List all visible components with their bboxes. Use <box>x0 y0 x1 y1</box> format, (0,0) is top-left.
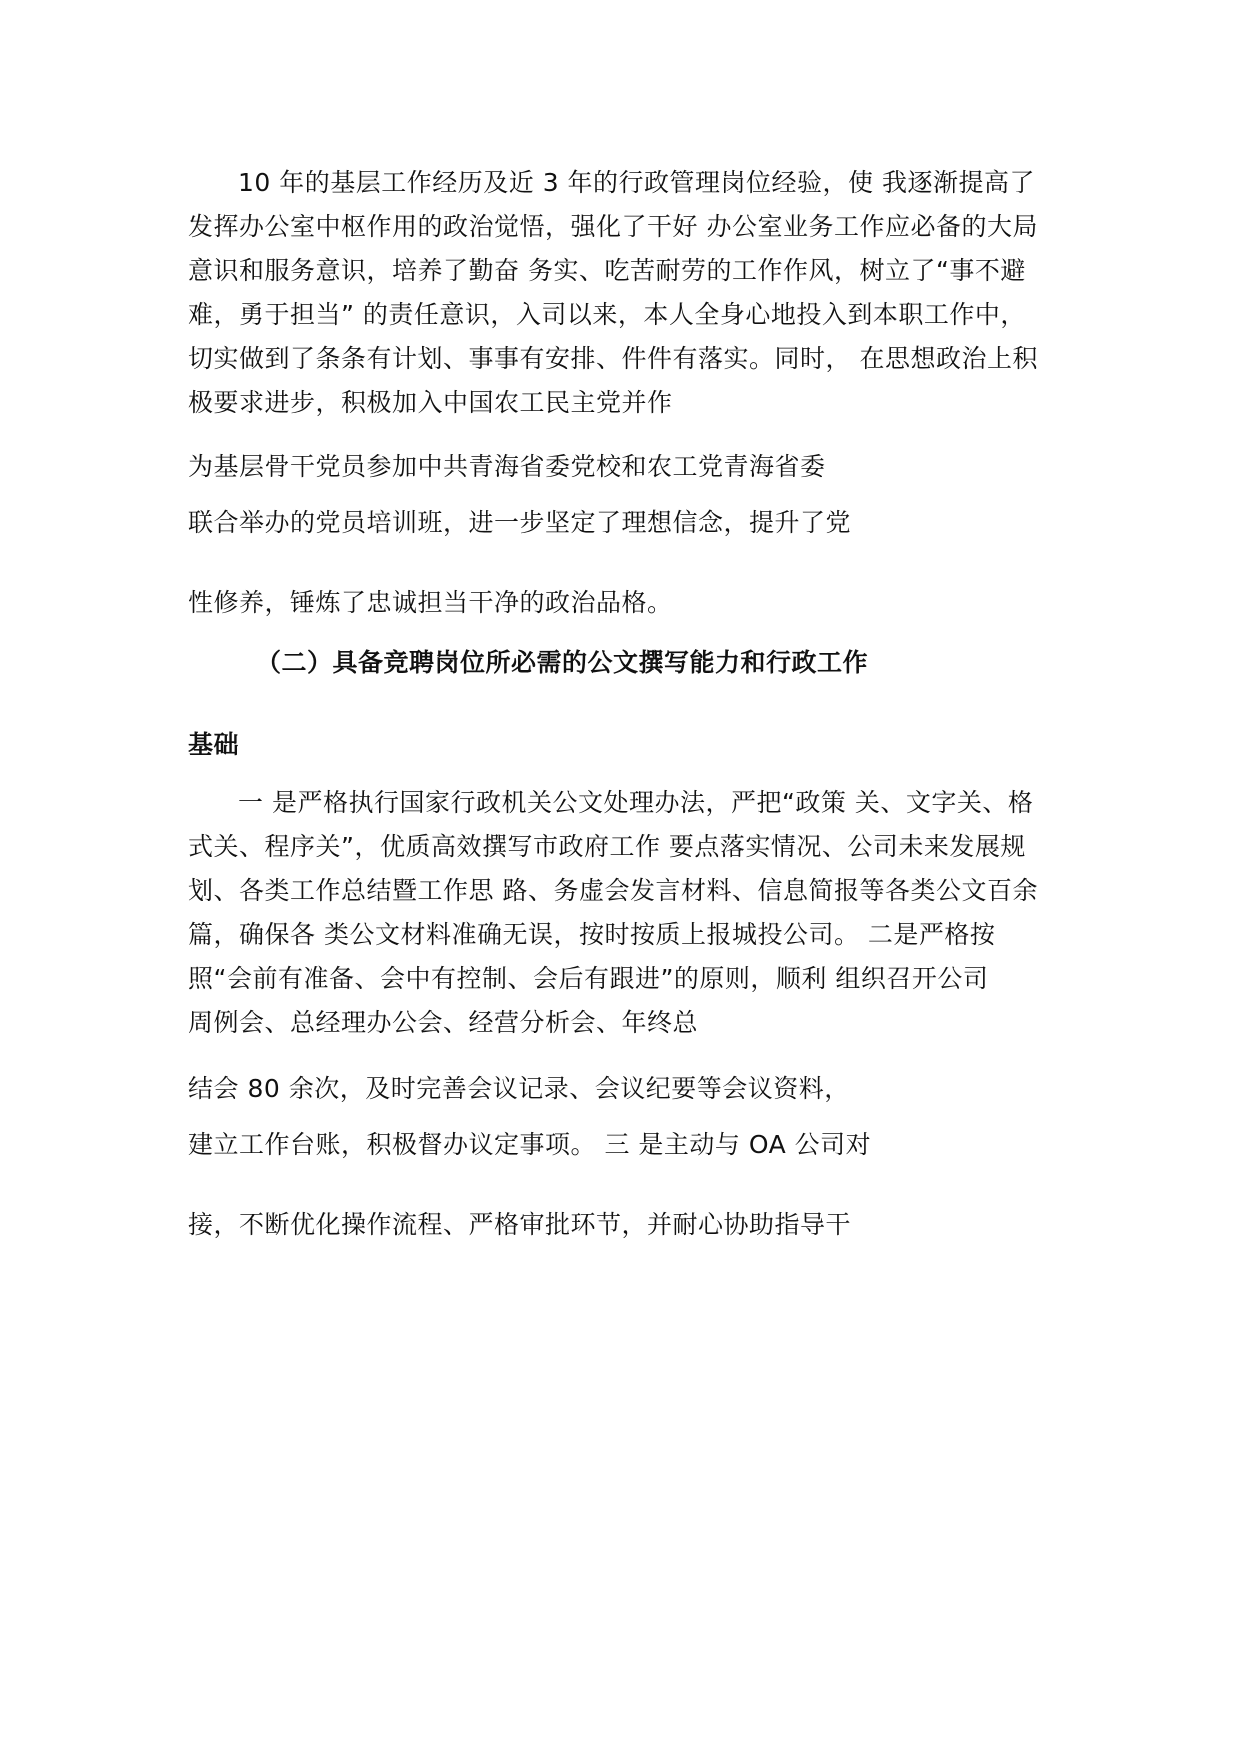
paragraph-line: 切实做到了条条有计划、事事有安排、件件有落实。同时， 在思想政治上积 <box>188 344 1038 373</box>
paragraph-line: 一 是严格执行国家行政机关公文处理办法，严把“政策 关、文字关、格 <box>238 788 1034 817</box>
paragraph-line: 难，勇于担当” 的责任意识，入司以来，本人全身心地投入到本职工作中， <box>188 300 1026 329</box>
paragraph-line: 照“会前有准备、会中有控制、会后有跟进”的原则，顺利 组织召开公司 <box>188 964 989 993</box>
paragraph-line: 建立工作台账，积极督办议定事项。 三 是主动与 OA 公司对 <box>188 1130 872 1159</box>
paragraph-line: 联合举办的党员培训班，进一步坚定了理想信念，提升了党 <box>188 508 852 537</box>
paragraph-line: 发挥办公室中枢作用的政治觉悟，强化了干好 办公室业务工作应必备的大局 <box>188 212 1038 241</box>
paragraph-line: 篇，确保各 类公文材料准确无误，按时按质上报城投公司。 二是严格按 <box>188 920 996 949</box>
paragraph-line: 为基层骨干党员参加中共青海省委党校和农工党青海省委 <box>188 452 826 481</box>
paragraph-line: 周例会、总经理办公会、经营分析会、年终总 <box>188 1008 699 1037</box>
paragraph-line: 意识和服务意识，培养了勤奋 务实、吃苦耐劳的工作作风，树立了“事不避 <box>188 256 1026 285</box>
paragraph-line: 划、各类工作总结暨工作思 路、务虚会发言材料、信息简报等各类公文百余 <box>188 876 1038 905</box>
section-heading: （二）具备竞聘岗位所必需的公文撰写能力和行政工作 <box>256 648 869 677</box>
paragraph-line: 式关、程序关”，优质高效撰写市政府工作 要点落实情况、公司未来发展规 <box>188 832 1026 861</box>
paragraph-line: 性修养，锤炼了忠诚担当干净的政治品格。 <box>188 588 673 617</box>
paragraph-line: 接，不断优化操作流程、严格审批环节，并耐心协助指导干 <box>188 1210 852 1239</box>
paragraph-line: 10 年的基层工作经历及近 3 年的行政管理岗位经验，使 我逐渐提高了 <box>238 168 1036 197</box>
paragraph-line: 结会 80 余次，及时完善会议记录、会议纪要等会议资料， <box>188 1074 850 1103</box>
paragraph-line: 极要求进步，积极加入中国农工民主党并作 <box>188 388 673 417</box>
section-heading-continued: 基础 <box>188 730 240 759</box>
